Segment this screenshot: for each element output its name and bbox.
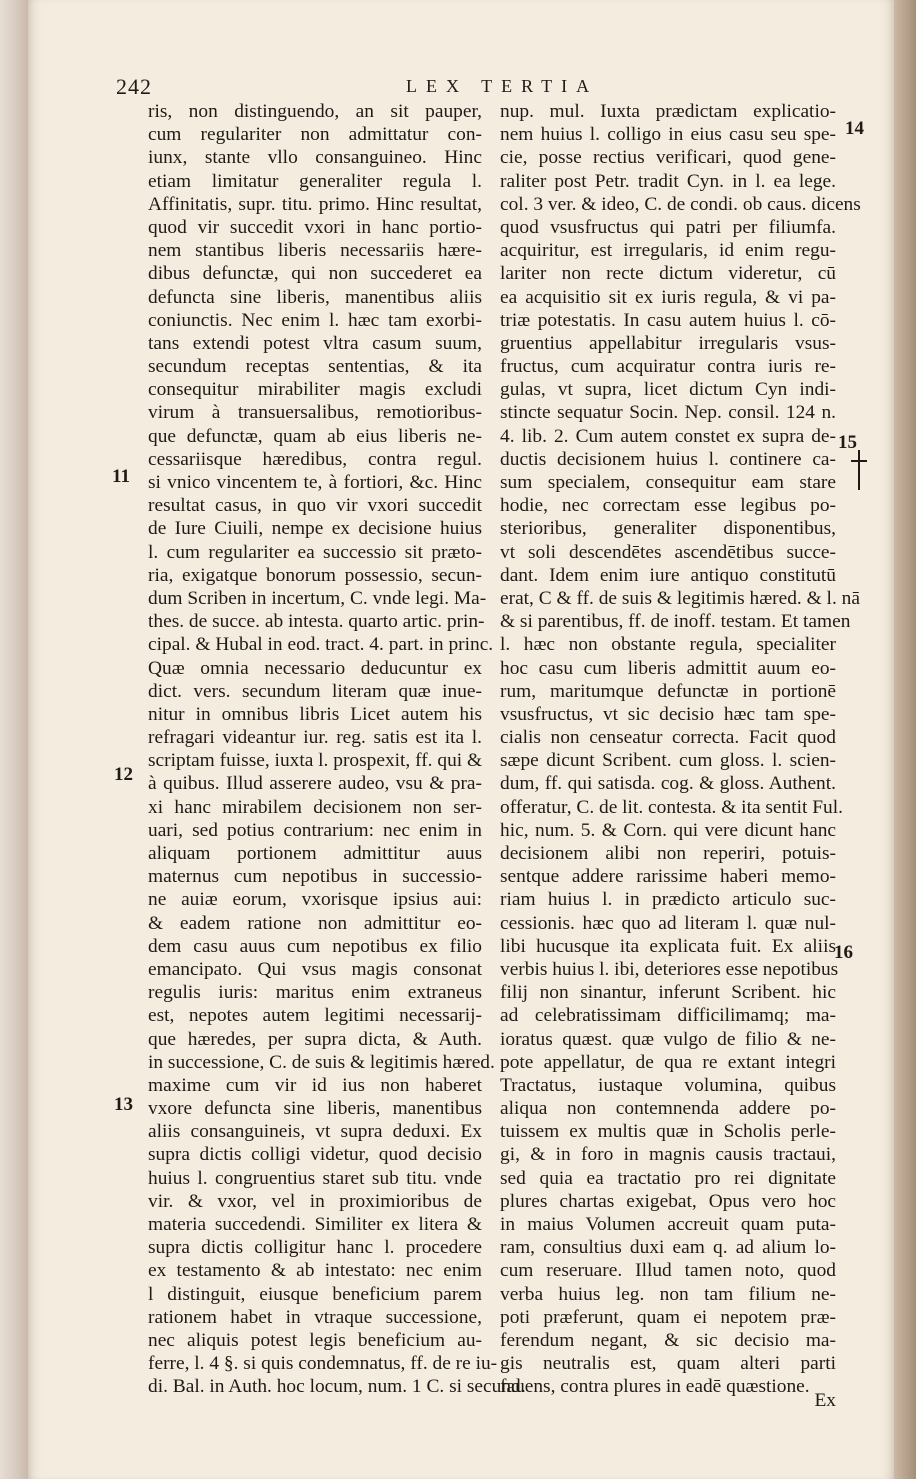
- text-line: 4. lib. 2. Cum autem constet ex supra de-: [500, 425, 836, 447]
- text-line: dibus defunctæ, qui non succederet ea: [148, 263, 482, 285]
- text-line: scriptam fuisse, iuxta l. prospexit, ff. qui &: [148, 750, 483, 772]
- text-line: quod vir succedit vxori in hanc portio-: [148, 216, 482, 238]
- text-line: cum regulariter non admittatur con-: [148, 124, 482, 146]
- text-line: triæ potestatis. In casu autem huius l. cō-: [500, 309, 836, 331]
- text-line: tuissem ex multis quæ in Scholis perle-: [500, 1121, 836, 1143]
- text-line: Tractatus, iustaque volumina, quibus: [500, 1074, 836, 1096]
- left-text-column: [148, 100, 526, 1399]
- text-line: nec aliquis potest legis beneficium au-: [148, 1329, 482, 1351]
- text-line: ductis decisionem huius l. continere ca-: [500, 448, 836, 470]
- text-line: cie, posse rectius verificari, quod gene-: [500, 147, 836, 169]
- text-line: di. Bal. in Auth. hoc locum, num. 1 C. si secund.: [148, 1376, 526, 1398]
- right-page-edge: [894, 0, 916, 1479]
- text-line: que hæredes, per supra dicta, & Auth.: [148, 1028, 482, 1050]
- text-line: ria, exigatque bonorum possessio, secun-: [148, 564, 482, 586]
- text-line: nem huius l. colligo in eius casu seu spe-: [500, 124, 836, 146]
- text-line: l distinguit, eiusque beneficium parem: [148, 1283, 482, 1305]
- text-line: & si parentibus, ff. de inoff. testam. Et tamen: [500, 611, 851, 633]
- text-line: maxime cum vir id ius non haberet: [148, 1074, 482, 1096]
- text-line: nitur in omnibus libris Licet autem his: [148, 703, 482, 725]
- text-line: dict. vers. secundum literam quæ inue-: [148, 680, 482, 702]
- text-line: hic, num. 5. & Corn. qui vere dicunt hanc: [500, 819, 836, 841]
- text-line: sum specialem, consequitur eam stare: [500, 472, 836, 493]
- text-line: Affinitatis, supr. titu. primo. Hinc resultat,: [148, 193, 482, 215]
- text-line: nem stantibus liberis necessariis hære-: [148, 240, 482, 262]
- text-line: l. cum regulariter ea successio sit præto-: [148, 541, 482, 563]
- text-line: emancipato. Qui vsus magis consonat: [148, 958, 482, 980]
- text-line: stincte sequatur Socin. Nep. consil. 124 n.: [500, 402, 836, 424]
- text-line: ferre, l. 4 §. si quis condemnatus, ff. de re iu-: [148, 1353, 498, 1375]
- text-line: nup. mul. Iuxta prædictam explicatio-: [500, 101, 836, 122]
- text-line: raliter post Petr. tradit Cyn. in l. ea lege.: [500, 170, 836, 192]
- text-line: dant. Idem enim iure antiquo constitutū: [500, 564, 836, 586]
- text-line: est, nepotes autem legitimi necessarij-: [148, 1005, 482, 1027]
- text-line: verba huius leg. non tam filium ne-: [500, 1283, 836, 1305]
- text-line: resultat casus, in quo vir vxori succedit: [148, 495, 482, 517]
- text-line: ex testamento & ab intestato: nec enim: [148, 1260, 482, 1282]
- text-line: aliqua non contemnenda addere po-: [500, 1098, 836, 1120]
- text-line: ferendum negant, & sic decisio ma-: [500, 1329, 836, 1351]
- margin-number-13: 13: [114, 1094, 133, 1115]
- text-line: Quæ omnia necessario deducuntur ex: [148, 657, 482, 679]
- text-line: plures chartas exigebat, Opus vero hoc: [500, 1190, 836, 1212]
- text-line: hodie, nec correctam esse legibus po-: [500, 495, 836, 517]
- catchword: Ex: [814, 1390, 836, 1411]
- text-line: maternus cum nepotibus in successio-: [148, 866, 482, 888]
- text-line: cialis non censeatur correcta. Facit quod: [500, 727, 836, 749]
- text-line: regulis iuris: maritus enim extraneus: [148, 982, 482, 1004]
- text-line: huius l. congruentius staret sub titu. vnde: [148, 1167, 482, 1189]
- text-line: dum, ff. qui satisda. cog. & gloss. Authent.: [500, 773, 836, 795]
- page-header: [116, 74, 816, 100]
- text-line: decisionem alibi non reperiri, potuis-: [500, 843, 836, 864]
- text-line: dem casu auus cum nepotibus ex filio: [148, 935, 482, 957]
- margin-number-14: 14: [845, 118, 864, 139]
- text-line: l. hæc non obstante regula, specialiter: [500, 634, 836, 656]
- text-line: ea acquisitio sit ex iuris regula, & vi pa-: [500, 286, 836, 308]
- text-line: in maius Volumen accreuit quam puta-: [500, 1214, 836, 1235]
- text-line: sæpe dicunt Scribent. cum gloss. l. scien-: [500, 750, 836, 772]
- running-title: LEX TERTIA: [406, 76, 599, 96]
- dagger-mark-icon: [850, 450, 868, 490]
- text-line: verbis huius l. ibi, deteriores esse nepotibus: [500, 958, 839, 980]
- text-line: dum Scriben in incertum, C. vnde legi. Ma-: [148, 587, 487, 609]
- text-line: supra dictis colligi videtur, quod decisio: [148, 1144, 482, 1166]
- text-line: ram, consultius duxi eam q. ad alium lo-: [500, 1237, 836, 1259]
- text-line: in successione, C. de suis & legitimis hæred.: [148, 1051, 495, 1073]
- text-line: ad celebratissimam difficilimamq; ma-: [500, 1005, 836, 1027]
- text-line: ne auiæ eorum, vxorisque ipsius aui:: [148, 889, 482, 911]
- margin-number-15: 15: [838, 432, 857, 453]
- text-line: cessionis. hæc quo ad literam l. quæ nul-: [500, 912, 836, 934]
- text-line: poti præferunt, quam ei nepotem præ-: [500, 1306, 836, 1328]
- text-line: que defunctæ, quam ab eius liberis ne-: [148, 425, 482, 447]
- text-line: sterioribus, generaliter disponentibus,: [500, 518, 836, 540]
- text-line: aliquam portionem admittitur auus: [148, 843, 482, 864]
- text-line: rationem habet in vtraque successione,: [148, 1306, 482, 1328]
- text-line: rum, maritumque defunctæ in portionē: [500, 680, 836, 702]
- text-line: & eadem ratione non admittitur eo-: [148, 912, 482, 934]
- text-line: cessariisque hæredibus, contra regul.: [148, 448, 482, 470]
- text-line: hoc casu cum liberis admittit auum eo-: [500, 657, 836, 679]
- text-line: cum reseruare. Illud tamen noto, quod: [500, 1260, 836, 1282]
- text-line: ioratus quæst. quæ vulgo de filio & ne-: [500, 1028, 836, 1050]
- text-line: gruentius appellabitur irregularis vsus-: [500, 332, 836, 354]
- text-line: fructus, cum acquiratur contra iuris re-: [500, 356, 836, 378]
- text-line: à quibus. Illud asserere audeo, vsu & pra-: [148, 773, 482, 795]
- text-line: sentque addere rarissime haberi memo-: [500, 866, 836, 888]
- text-line: xi hanc mirabilem decisionem non ser-: [148, 796, 482, 818]
- text-line: pote appellatur, de qua re extant integri: [500, 1051, 836, 1073]
- text-line: cipal. & Hubal in eod. tract. 4. part. in princ.: [148, 634, 494, 656]
- text-line: refragari videantur iur. reg. satis est ita l.: [148, 727, 482, 749]
- margin-number-11: 11: [112, 466, 130, 487]
- text-line: gi, & in foro in magnis causis tractaui,: [500, 1144, 836, 1166]
- text-line: secundum receptas sententias, & ita: [148, 356, 482, 378]
- text-line: vir. & vxor, vel in proximioribus de: [148, 1190, 482, 1212]
- page-number: 242: [116, 74, 152, 99]
- text-line: consequitur mirabiliter magis excludi: [148, 379, 482, 401]
- text-line: riam huius l. in prædicto articulo suc-: [500, 889, 836, 911]
- text-line: defuncta sine liberis, manentibus aliis: [148, 286, 482, 308]
- text-line: acquiritur, est irregularis, id enim regu-: [500, 240, 836, 262]
- text-line: materia succedendi. Similiter ex litera &: [148, 1214, 482, 1235]
- text-line: sed quia ea tractatio pro rei dignitate: [500, 1167, 836, 1189]
- text-line: de Iure Ciuili, nempe ex decisione huius: [148, 518, 482, 540]
- text-line: lariter non recte dictum videretur, cū: [500, 263, 836, 285]
- left-page-edge: [0, 0, 28, 1479]
- text-line: vxore defuncta sine liberis, manentibus: [148, 1098, 482, 1120]
- text-line: libi hucusque ita explicata fuit. Ex aliis: [500, 935, 836, 957]
- text-line: si vnico vincentem te, à fortiori, &c. Hinc: [148, 472, 482, 493]
- text-line: coniunctis. Nec enim l. hæc tam exorbi-: [148, 309, 482, 331]
- text-line: fauens, contra plures in eadē quæstione.: [500, 1376, 810, 1398]
- text-line: aliis consanguineis, vt supra deduxi. Ex: [148, 1121, 482, 1143]
- text-line: vsusfructus, vt sic decisio hæc tam spe-: [500, 703, 836, 725]
- text-line: tans extendi potest vltra casum suum,: [148, 332, 482, 354]
- text-line: vt soli descendētes ascendētibus succe-: [500, 541, 836, 563]
- text-line: supra dictis colligitur hanc l. procedere: [148, 1237, 482, 1259]
- margin-number-16: 16: [834, 942, 853, 963]
- text-line: gulas, vt supra, licet dictum Cyn indi-: [500, 379, 836, 401]
- text-line: virum à transuersalibus, remotioribus-: [148, 402, 482, 424]
- text-line: etiam limitatur generaliter regula l.: [148, 170, 482, 192]
- text-line: erat, C & ff. de suis & legitimis hæred. & l. nā: [500, 587, 860, 609]
- text-line: ris, non distinguendo, an sit pauper,: [148, 101, 482, 122]
- text-line: offeratur, C. de lit. contesta. & ita sentit Ful.: [500, 796, 843, 818]
- text-line: iunx, stante vllo consanguineo. Hinc: [148, 147, 482, 169]
- text-line: thes. de succe. ab intesta. quarto artic. prin-: [148, 611, 485, 633]
- text-line: gis neutralis est, quam alteri parti: [500, 1353, 836, 1375]
- text-line: uari, sed potius contrarium: nec enim in: [148, 819, 482, 841]
- text-line: col. 3 ver. & ideo, C. de condi. ob caus. dicens: [500, 193, 861, 215]
- text-line: filij non sinantur, inferunt Scribent. hic: [500, 982, 836, 1004]
- margin-number-12: 12: [114, 764, 133, 785]
- text-line: quod vsusfructus qui patri per filiumfa.: [500, 216, 836, 238]
